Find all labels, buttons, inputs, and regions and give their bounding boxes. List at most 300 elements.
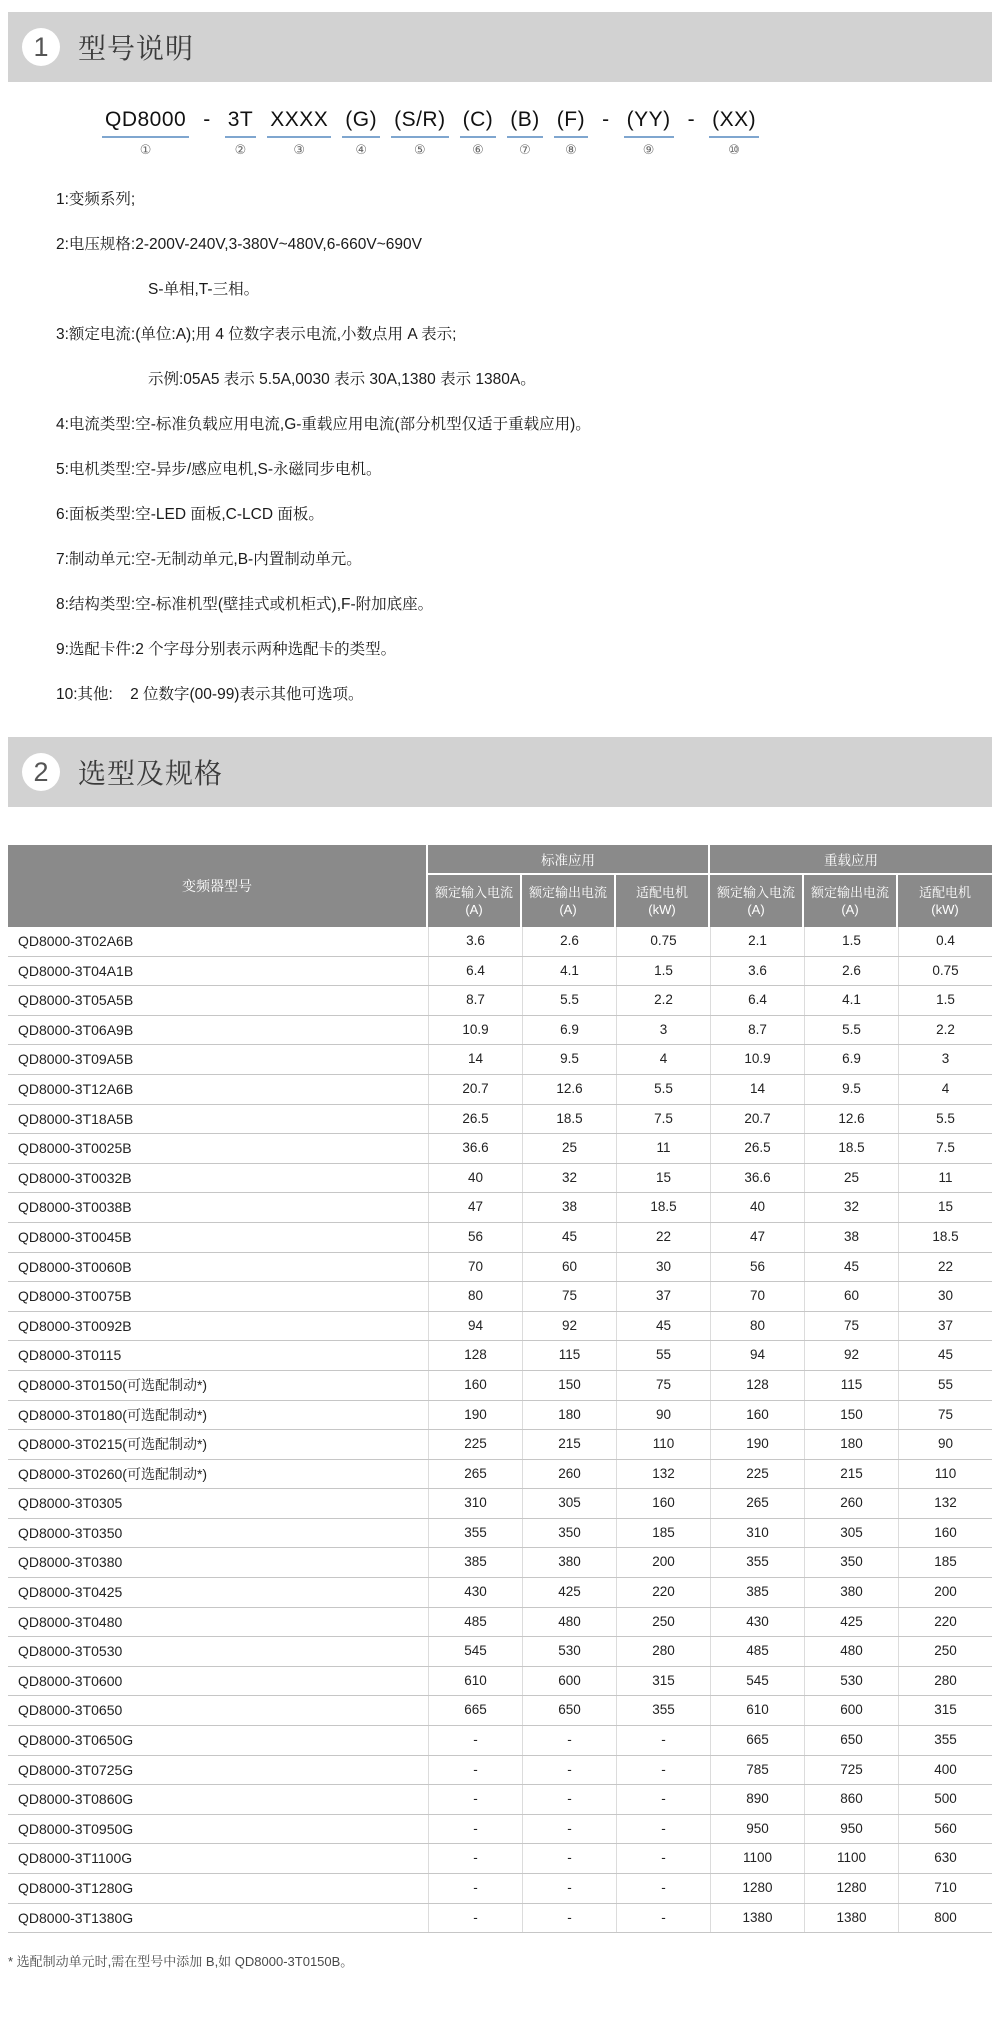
value-cell: 890 <box>710 1785 804 1814</box>
table-row <box>8 1637 992 1667</box>
value-cell: 1.5 <box>804 927 898 956</box>
column-header-heavy-output-current <box>804 875 898 927</box>
model-segment <box>391 108 449 157</box>
table-row <box>8 1045 992 1075</box>
column-header-heavy-motor-power <box>898 875 992 927</box>
table-row <box>8 1489 992 1519</box>
model-cell: QD8000-3T0860G <box>18 1791 134 1808</box>
value-cell: 56 <box>710 1253 804 1282</box>
value-cell: 1.5 <box>616 957 710 986</box>
model-segment <box>554 108 588 157</box>
model-cell: QD8000-3T0075B <box>18 1288 132 1305</box>
model-cell: QD8000-3T06A9B <box>18 1021 134 1038</box>
value-cell: - <box>616 1904 710 1933</box>
value-cell: - <box>616 1756 710 1785</box>
value-cell: 200 <box>898 1578 992 1607</box>
value-cell: 132 <box>898 1489 992 1518</box>
value-cell: 7.5 <box>616 1105 710 1134</box>
value-cell: 860 <box>804 1785 898 1814</box>
note-line: 示例:05A5 表示 5.5A,0030 表示 30A,1380 表示 1380A。 <box>148 371 536 388</box>
model-segment <box>507 108 543 157</box>
column-header-text: 额定输入电流 <box>434 885 513 900</box>
value-cell: 40 <box>428 1164 522 1193</box>
value-cell: 115 <box>804 1371 898 1400</box>
model-segment-text: (B) <box>507 108 543 138</box>
value-cell: 950 <box>804 1815 898 1844</box>
value-cell: 22 <box>616 1223 710 1252</box>
model-segment-number: ⑧ <box>565 142 577 157</box>
value-cell: - <box>522 1785 616 1814</box>
value-cell: 5.5 <box>616 1075 710 1104</box>
section1-number: 1 <box>33 31 49 62</box>
value-cell: 45 <box>616 1312 710 1341</box>
value-cell: 3 <box>616 1016 710 1045</box>
value-cell: 2.2 <box>898 1016 992 1045</box>
value-cell: 94 <box>428 1312 522 1341</box>
value-cell: 128 <box>710 1371 804 1400</box>
value-cell: 60 <box>522 1253 616 1282</box>
value-cell: 15 <box>616 1164 710 1193</box>
section2-header <box>8 737 992 807</box>
model-cell: QD8000-3T1380G <box>18 1909 134 1926</box>
table-row <box>8 1312 992 1342</box>
value-cell: 315 <box>898 1696 992 1725</box>
value-cell: 530 <box>804 1667 898 1696</box>
value-cell: 5.5 <box>522 986 616 1015</box>
model-segment-number: ⑤ <box>414 142 426 157</box>
value-cell: 600 <box>804 1696 898 1725</box>
value-cell: 80 <box>428 1282 522 1311</box>
model-cell: QD8000-3T0038B <box>18 1199 132 1216</box>
value-cell: 380 <box>804 1578 898 1607</box>
model-cell: QD8000-3T0032B <box>18 1169 132 1186</box>
table-row <box>8 986 992 1016</box>
value-cell: 11 <box>898 1164 992 1193</box>
model-segment-number: ⑨ <box>642 142 655 157</box>
section1-number-badge <box>22 28 60 66</box>
value-cell: - <box>428 1726 522 1755</box>
model-segment-number: ① <box>139 142 152 157</box>
table-row <box>8 1667 992 1697</box>
model-cell: QD8000-3T12A6B <box>18 1080 134 1097</box>
value-cell: 12.6 <box>804 1105 898 1134</box>
value-cell: 4.1 <box>522 957 616 986</box>
column-header-std-output-current <box>522 875 616 927</box>
value-cell: 150 <box>804 1401 898 1430</box>
value-cell: 380 <box>522 1548 616 1577</box>
note-line: 3:额定电流:(单位:A);用 4 位数字表示电流,小数点用 A 表示; <box>56 326 457 343</box>
model-segment-number: ③ <box>293 142 306 157</box>
model-cell: QD8000-3T0305 <box>18 1495 123 1512</box>
value-cell: 160 <box>428 1371 522 1400</box>
value-cell: 1280 <box>710 1874 804 1903</box>
value-cell: 180 <box>522 1401 616 1430</box>
value-cell: 950 <box>710 1815 804 1844</box>
value-cell: 355 <box>898 1726 992 1755</box>
model-segment <box>685 108 699 155</box>
value-cell: 70 <box>710 1282 804 1311</box>
value-cell: 650 <box>804 1726 898 1755</box>
model-cell: QD8000-3T0380 <box>18 1554 123 1571</box>
value-cell: 5.5 <box>804 1016 898 1045</box>
value-cell: 14 <box>428 1045 522 1074</box>
value-cell: 0.75 <box>898 957 992 986</box>
value-cell: 250 <box>616 1608 710 1637</box>
value-cell: 260 <box>522 1460 616 1489</box>
table-row <box>8 1164 992 1194</box>
value-cell: 1100 <box>804 1844 898 1873</box>
value-cell: 3.6 <box>428 927 522 956</box>
value-cell: 1100 <box>710 1844 804 1873</box>
model-cell: QD8000-3T04A1B <box>18 962 134 979</box>
model-cell: QD8000-3T0215(可选配制动*) <box>18 1436 208 1453</box>
value-cell: 2.2 <box>616 986 710 1015</box>
footnote: * 选配制动单元时,需在型号中添加 B,如 QD8000-3T0150B。 <box>8 1954 354 1970</box>
table-row <box>8 1696 992 1726</box>
table-row <box>8 1460 992 1490</box>
model-format-diagram <box>102 108 1000 157</box>
model-segment-number: ⑥ <box>472 142 484 157</box>
model-segment <box>200 108 214 155</box>
column-group-heavy-duty: 重载应用 <box>710 845 992 875</box>
model-cell: QD8000-3T0180(可选配制动*) <box>18 1406 208 1423</box>
spec-table-body <box>8 927 992 1933</box>
model-cell: QD8000-3T0350 <box>18 1524 123 1541</box>
model-segment-number: ② <box>234 142 247 157</box>
value-cell: 180 <box>804 1430 898 1459</box>
value-cell: 80 <box>710 1312 804 1341</box>
model-segment <box>624 108 674 157</box>
value-cell: - <box>522 1904 616 1933</box>
value-cell: 47 <box>710 1223 804 1252</box>
value-cell: 630 <box>898 1844 992 1873</box>
value-cell: 128 <box>428 1341 522 1370</box>
note-line: 4:电流类型:空-标准负载应用电流,G-重载应用电流(部分机型仅适于重载应用)。 <box>56 416 591 433</box>
value-cell: 6.9 <box>804 1045 898 1074</box>
value-cell: - <box>616 1844 710 1873</box>
value-cell: 18.5 <box>616 1193 710 1222</box>
value-cell: 260 <box>804 1489 898 1518</box>
model-cell: QD8000-3T0025B <box>18 1140 132 1157</box>
model-cell: QD8000-3T0260(可选配制动*) <box>18 1465 208 1482</box>
value-cell: 545 <box>428 1637 522 1666</box>
value-cell: 115 <box>522 1341 616 1370</box>
section2-number: 2 <box>33 756 49 787</box>
model-cell: QD8000-3T0115 <box>18 1347 122 1364</box>
value-cell: 12.6 <box>522 1075 616 1104</box>
value-cell: 92 <box>522 1312 616 1341</box>
section2-title: 选型及规格 <box>78 758 224 789</box>
table-row <box>8 1105 992 1135</box>
value-cell: 75 <box>616 1371 710 1400</box>
value-cell: - <box>522 1844 616 1873</box>
table-row <box>8 1578 992 1608</box>
table-row <box>8 1193 992 1223</box>
model-cell: QD8000-3T1100G <box>18 1850 133 1867</box>
value-cell: 94 <box>710 1341 804 1370</box>
model-segment <box>342 108 380 157</box>
value-cell: 14 <box>710 1075 804 1104</box>
value-cell: 60 <box>804 1282 898 1311</box>
table-row <box>8 1341 992 1371</box>
table-row <box>8 1608 992 1638</box>
value-cell: 37 <box>616 1282 710 1311</box>
value-cell: 2.6 <box>522 927 616 956</box>
model-cell: QD8000-3T0950G <box>18 1820 134 1837</box>
model-segment-number: ⑦ <box>519 142 531 157</box>
value-cell: 160 <box>898 1519 992 1548</box>
table-row <box>8 1134 992 1164</box>
value-cell: 26.5 <box>428 1105 522 1134</box>
value-cell: 610 <box>710 1696 804 1725</box>
value-cell: - <box>428 1874 522 1903</box>
value-cell: 18.5 <box>898 1223 992 1252</box>
value-cell: 305 <box>522 1489 616 1518</box>
value-cell: 4 <box>616 1045 710 1074</box>
note-line: 10:其他: 2 位数字(00-99)表示其他可选项。 <box>56 686 364 703</box>
model-cell: QD8000-3T05A5B <box>18 992 134 1009</box>
model-segment-text: (F) <box>554 108 588 138</box>
value-cell: - <box>428 1904 522 1933</box>
value-cell: 38 <box>522 1193 616 1222</box>
column-header-unit: (kW) <box>931 902 959 917</box>
value-cell: 785 <box>710 1756 804 1785</box>
table-row <box>8 1756 992 1786</box>
value-cell: 310 <box>428 1489 522 1518</box>
value-cell: 355 <box>616 1696 710 1725</box>
value-cell: 355 <box>710 1548 804 1577</box>
value-cell: - <box>428 1815 522 1844</box>
model-segment-text: 3T <box>225 108 257 138</box>
value-cell: 425 <box>522 1578 616 1607</box>
value-cell: 30 <box>616 1253 710 1282</box>
value-cell: 55 <box>898 1371 992 1400</box>
model-cell: QD8000-3T0600 <box>18 1672 123 1689</box>
column-header-std-input-current <box>428 875 522 927</box>
column-group-standard-duty: 标准应用 <box>428 845 710 875</box>
value-cell: 5.5 <box>898 1105 992 1134</box>
value-cell: 9.5 <box>804 1075 898 1104</box>
model-segment-text: - <box>602 108 610 131</box>
model-cell: QD8000-3T02A6B <box>18 933 134 949</box>
value-cell: 150 <box>522 1371 616 1400</box>
column-header-model: 变频器型号 <box>8 845 428 927</box>
value-cell: 665 <box>428 1696 522 1725</box>
value-cell: 215 <box>522 1430 616 1459</box>
value-cell: 32 <box>804 1193 898 1222</box>
model-cell: QD8000-3T1280G <box>18 1880 134 1896</box>
value-cell: 110 <box>616 1430 710 1459</box>
value-cell: 26.5 <box>710 1134 804 1163</box>
value-cell: 280 <box>898 1667 992 1696</box>
value-cell: 4 <box>898 1075 992 1104</box>
column-header-std-motor-power <box>616 875 710 927</box>
value-cell: 75 <box>898 1401 992 1430</box>
model-segment-text: (S/R) <box>391 108 449 138</box>
section2-number-badge <box>22 753 60 791</box>
value-cell: 400 <box>898 1756 992 1785</box>
value-cell: 350 <box>522 1519 616 1548</box>
value-cell: 9.5 <box>522 1045 616 1074</box>
value-cell: 560 <box>898 1815 992 1844</box>
value-cell: 160 <box>710 1401 804 1430</box>
model-segment <box>460 108 497 157</box>
table-row <box>8 1075 992 1105</box>
value-cell: 485 <box>428 1608 522 1637</box>
value-cell: 1380 <box>710 1904 804 1933</box>
value-cell: 265 <box>428 1460 522 1489</box>
model-cell: QD8000-3T09A5B <box>18 1051 134 1068</box>
value-cell: - <box>522 1726 616 1755</box>
value-cell: 650 <box>522 1696 616 1725</box>
model-cell: QD8000-3T0725G <box>18 1761 134 1778</box>
value-cell: 305 <box>804 1519 898 1548</box>
model-segment <box>709 108 759 157</box>
value-cell: 480 <box>804 1637 898 1666</box>
value-cell: 1280 <box>804 1874 898 1903</box>
value-cell: 280 <box>616 1637 710 1666</box>
value-cell: 800 <box>898 1904 992 1933</box>
model-cell: QD8000-3T0650 <box>18 1702 123 1719</box>
value-cell: 11 <box>616 1134 710 1163</box>
value-cell: 18.5 <box>522 1105 616 1134</box>
column-header-unit: (A) <box>841 902 859 917</box>
value-cell: 15 <box>898 1193 992 1222</box>
value-cell: - <box>428 1756 522 1785</box>
table-row <box>8 1548 992 1578</box>
value-cell: 310 <box>710 1519 804 1548</box>
value-cell: 160 <box>616 1489 710 1518</box>
value-cell: 530 <box>522 1637 616 1666</box>
model-segment-text: (YY) <box>624 108 674 138</box>
model-segment <box>599 108 613 155</box>
model-segment-text: (C) <box>460 108 497 138</box>
table-row <box>8 1815 992 1845</box>
column-header-text: 额定输出电流 <box>528 885 607 900</box>
column-header-text: 额定输入电流 <box>716 885 795 900</box>
value-cell: 38 <box>804 1223 898 1252</box>
value-cell: 2.1 <box>710 927 804 956</box>
value-cell: 55 <box>616 1341 710 1370</box>
value-cell: - <box>428 1844 522 1873</box>
model-segment-text: (XX) <box>709 108 759 138</box>
table-row <box>8 957 992 987</box>
value-cell: 25 <box>804 1164 898 1193</box>
value-cell: 10.9 <box>710 1045 804 1074</box>
model-cell: QD8000-3T18A5B <box>18 1110 134 1127</box>
model-cell: QD8000-3T0530 <box>18 1643 123 1660</box>
column-header-unit: (A) <box>747 902 765 917</box>
value-cell: 37 <box>898 1312 992 1341</box>
value-cell: 430 <box>428 1578 522 1607</box>
value-cell: 20.7 <box>710 1105 804 1134</box>
value-cell: 40 <box>710 1193 804 1222</box>
value-cell: - <box>616 1726 710 1755</box>
value-cell: 315 <box>616 1667 710 1696</box>
value-cell: 32 <box>522 1164 616 1193</box>
model-segment <box>267 108 331 157</box>
model-segment-text: - <box>203 108 211 131</box>
value-cell: 2.6 <box>804 957 898 986</box>
value-cell: 18.5 <box>804 1134 898 1163</box>
column-header-text: 适配电机 <box>918 885 971 900</box>
value-cell: 225 <box>428 1430 522 1459</box>
note-line: 5:电机类型:空-异步/感应电机,S-永磁同步电机。 <box>56 461 382 478</box>
value-cell: 250 <box>898 1637 992 1666</box>
note-line: 6:面板类型:空-LED 面板,C-LCD 面板。 <box>56 506 324 523</box>
value-cell: 8.7 <box>710 1016 804 1045</box>
value-cell: 610 <box>428 1667 522 1696</box>
value-cell: 8.7 <box>428 986 522 1015</box>
model-cell: QD8000-3T0092B <box>18 1317 132 1334</box>
model-segment-text: (G) <box>342 108 380 138</box>
model-segment <box>225 108 257 157</box>
table-row <box>8 1282 992 1312</box>
table-row <box>8 1253 992 1283</box>
value-cell: 385 <box>428 1548 522 1577</box>
value-cell: 190 <box>710 1430 804 1459</box>
spec-table <box>8 845 992 1933</box>
note-line: 1:变频系列; <box>56 191 136 208</box>
column-header-text: 额定输出电流 <box>810 885 889 900</box>
model-cell: QD8000-3T0150(可选配制动*) <box>18 1376 208 1393</box>
value-cell: 1380 <box>804 1904 898 1933</box>
value-cell: 215 <box>804 1460 898 1489</box>
value-cell: 25 <box>522 1134 616 1163</box>
table-row <box>8 1726 992 1756</box>
value-cell: 385 <box>710 1578 804 1607</box>
note-line: 9:选配卡件:2 个字母分别表示两种选配卡的类型。 <box>56 641 397 658</box>
note-line: 8:结构类型:空-标准机型(壁挂式或机柜式),F-附加底座。 <box>56 596 434 613</box>
value-cell: 265 <box>710 1489 804 1518</box>
model-segment <box>102 108 189 157</box>
table-row <box>8 1401 992 1431</box>
model-cell: QD8000-3T0060B <box>18 1258 132 1275</box>
table-row <box>8 1430 992 1460</box>
value-cell: 355 <box>428 1519 522 1548</box>
value-cell: 92 <box>804 1341 898 1370</box>
spec-table-header <box>8 845 992 927</box>
value-cell: 47 <box>428 1193 522 1222</box>
value-cell: 350 <box>804 1548 898 1577</box>
value-cell: 6.4 <box>428 957 522 986</box>
value-cell: - <box>522 1874 616 1903</box>
table-row <box>8 1016 992 1046</box>
value-cell: - <box>616 1874 710 1903</box>
value-cell: 7.5 <box>898 1134 992 1163</box>
model-notes-list <box>0 177 1000 717</box>
value-cell: - <box>428 1785 522 1814</box>
value-cell: 90 <box>616 1401 710 1430</box>
model-segment-text: - <box>687 108 696 131</box>
value-cell: 70 <box>428 1253 522 1282</box>
value-cell: 480 <box>522 1608 616 1637</box>
section1-header <box>8 12 992 82</box>
value-cell: 220 <box>616 1578 710 1607</box>
value-cell: 36.6 <box>710 1164 804 1193</box>
value-cell: 430 <box>710 1608 804 1637</box>
value-cell: 132 <box>616 1460 710 1489</box>
column-header-heavy-input-current <box>710 875 804 927</box>
model-segment-text: QD8000 <box>102 108 189 138</box>
model-cell: QD8000-3T0650G <box>18 1732 134 1749</box>
column-header-unit: (A) <box>559 902 577 917</box>
value-cell: 36.6 <box>428 1134 522 1163</box>
table-row <box>8 1874 992 1904</box>
table-row <box>8 1844 992 1874</box>
model-cell: QD8000-3T0425 <box>18 1584 123 1601</box>
value-cell: 4.1 <box>804 986 898 1015</box>
